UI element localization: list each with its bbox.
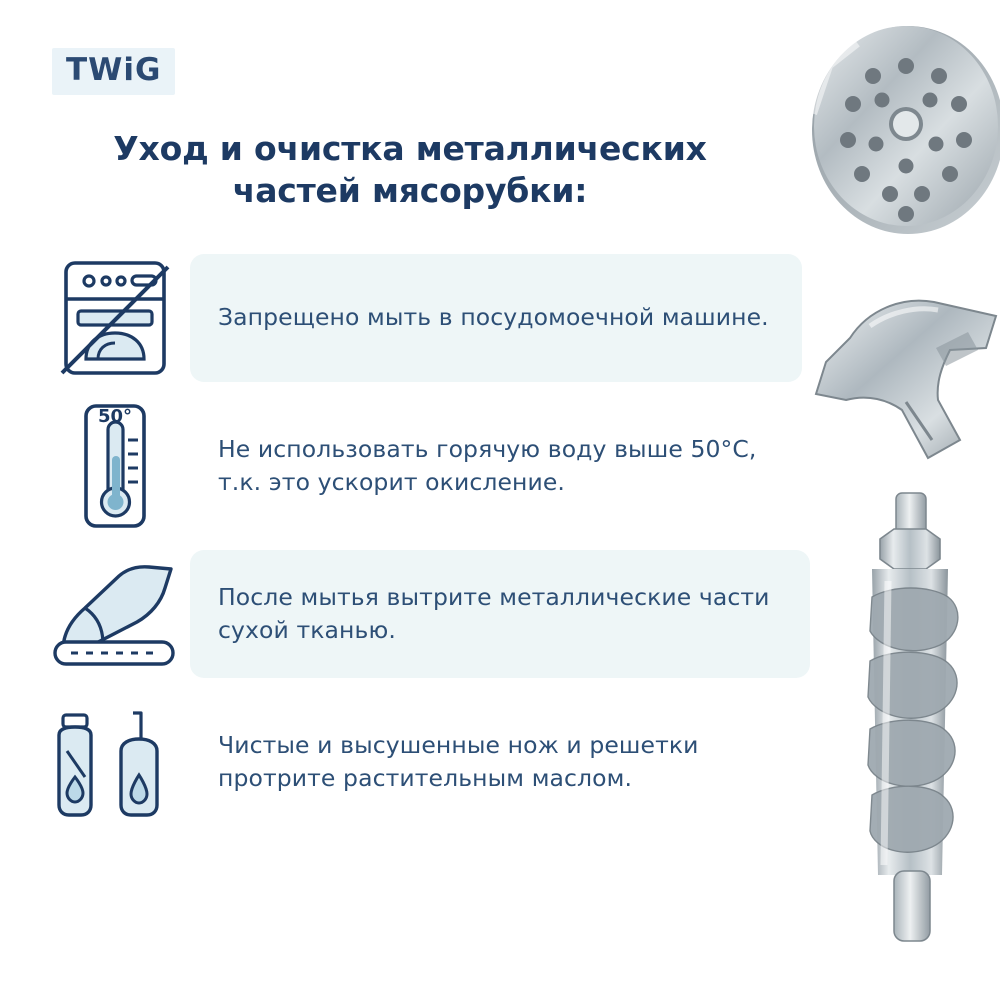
- tips-list: [40, 248, 860, 840]
- list-item: [40, 396, 860, 536]
- tip-text-panel: [190, 402, 830, 530]
- list-item: [40, 692, 860, 832]
- oil-bottles-icon: [40, 692, 190, 832]
- tip-text: После мытья вытрите металлические части сухой тканью.: [218, 582, 770, 644]
- list-item: [40, 544, 860, 684]
- dry-cloth-icon: [40, 544, 190, 684]
- tip-text: Запрещено мыть в посудомоечной машине.: [218, 303, 769, 332]
- page-title: [60, 128, 760, 212]
- list-item: [40, 248, 860, 388]
- grinder-plate-photo: [798, 18, 1000, 252]
- tip-text-panel: [190, 698, 830, 826]
- tip-text: Не использовать горячую воду выше 50°C, т.к. это ускорит окисление.: [218, 434, 757, 496]
- no-dishwasher-icon: [40, 248, 190, 388]
- brand-logo-text: TWiG: [66, 52, 162, 88]
- tip-text: Чистые и высушенные нож и решетки протрите растительным маслом.: [218, 730, 699, 792]
- tip-text-panel: [190, 550, 810, 678]
- page-title-line-1: Уход и очистка металлических: [113, 129, 707, 168]
- thermometer-value-label: 50°: [97, 406, 133, 427]
- brand-logo: [52, 48, 175, 95]
- thermometer-50-icon: [40, 396, 190, 536]
- page-title-line-2: частей мясорубки:: [232, 171, 588, 211]
- tip-text-panel: [190, 254, 802, 382]
